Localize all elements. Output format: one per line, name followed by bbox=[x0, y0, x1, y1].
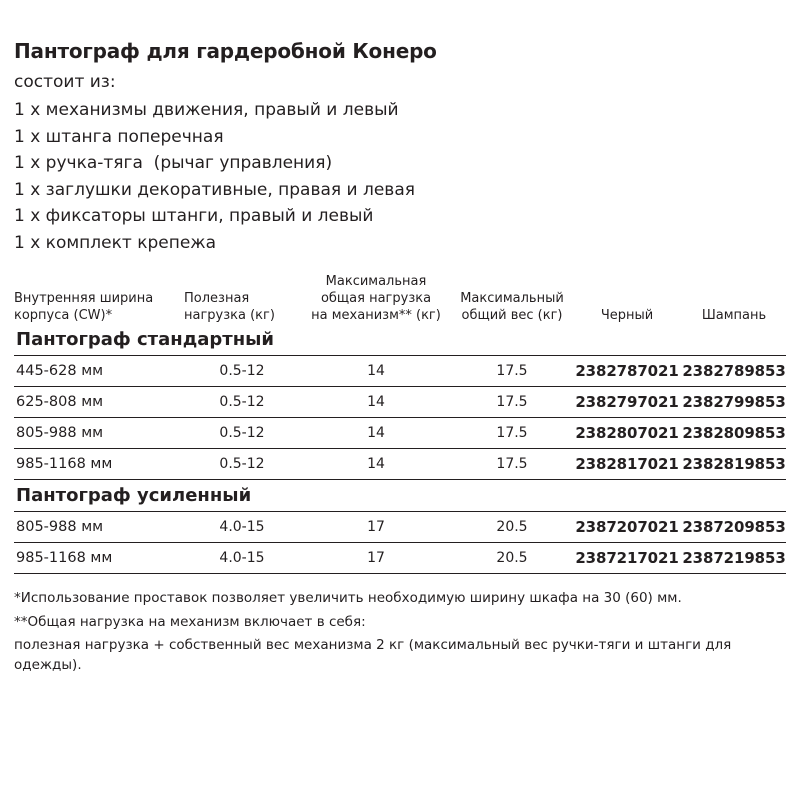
list-item: 1 х фиксаторы штанги, правый и левый bbox=[14, 206, 374, 227]
table-row bbox=[14, 543, 786, 574]
specification-table bbox=[14, 274, 786, 574]
group-label: Пантограф усиленный bbox=[14, 480, 786, 512]
table-row bbox=[14, 418, 786, 449]
list-item: 1 х комплект крепежа bbox=[14, 232, 217, 253]
list-item: 1 х ручка-тяга (рычаг управления) bbox=[14, 153, 333, 174]
cell-total-weight: 17.5 bbox=[452, 418, 572, 449]
table-row bbox=[14, 356, 786, 387]
cell-total-load: 14 bbox=[300, 356, 452, 387]
cell-code-black: 2387217021 bbox=[572, 543, 682, 574]
table-row bbox=[14, 449, 786, 480]
cell-code-black: 2382807021 bbox=[572, 418, 682, 449]
cell-code-champagne: 2382799853 bbox=[682, 387, 786, 418]
cell-total-weight: 17.5 bbox=[452, 449, 572, 480]
group-label: Пантограф стандартный bbox=[14, 324, 786, 356]
cell-total-weight: 20.5 bbox=[452, 543, 572, 574]
header-line: на механизм** (кг) bbox=[311, 307, 441, 323]
cell-useful-load: 0.5-12 bbox=[184, 418, 300, 449]
cell-inner-width: 805-988 мм bbox=[14, 418, 184, 449]
cell-total-load: 14 bbox=[300, 449, 452, 480]
header-line: общий вес (кг) bbox=[461, 307, 563, 323]
footnotes bbox=[14, 588, 786, 675]
cell-total-weight: 17.5 bbox=[452, 387, 572, 418]
header-line: Максимальный bbox=[460, 291, 564, 307]
cell-useful-load: 4.0-15 bbox=[184, 543, 300, 574]
cell-code-black: 2382787021 bbox=[572, 356, 682, 387]
table-group-header bbox=[14, 480, 786, 512]
cell-code-champagne: 2382819853 bbox=[682, 449, 786, 480]
table-header-row bbox=[14, 274, 786, 324]
cell-useful-load: 0.5-12 bbox=[184, 356, 300, 387]
cell-code-champagne: 2382809853 bbox=[682, 418, 786, 449]
footnote: **Общая нагрузка на механизм включает в себя: bbox=[14, 613, 366, 630]
cell-total-load: 14 bbox=[300, 387, 452, 418]
cell-useful-load: 4.0-15 bbox=[184, 512, 300, 543]
column-header-total-weight bbox=[452, 274, 572, 324]
cell-code-black: 2387207021 bbox=[572, 512, 682, 543]
intro-text: состоит из: bbox=[14, 72, 116, 92]
table-row bbox=[14, 512, 786, 543]
cell-code-champagne: 2382789853 bbox=[682, 356, 786, 387]
table-group-header bbox=[14, 324, 786, 356]
column-header-inner-width bbox=[14, 274, 184, 324]
components-list bbox=[14, 97, 786, 256]
header-line: Полезная bbox=[184, 291, 250, 307]
cell-total-load: 17 bbox=[300, 512, 452, 543]
list-item: 1 х заглушки декоративные, правая и левая bbox=[14, 179, 415, 200]
header-line: Внутренняя ширина bbox=[14, 291, 154, 307]
header-line: общая нагрузка bbox=[320, 291, 432, 307]
cell-total-load: 17 bbox=[300, 543, 452, 574]
column-header-champagne bbox=[682, 274, 786, 324]
header-line: корпуса (CW)* bbox=[14, 307, 113, 323]
footnote: полезная нагрузка + собственный вес механизма 2 кг (максимальный вес ручки-тяги и штанги для одежды). bbox=[14, 636, 732, 674]
cell-inner-width: 985-1168 мм bbox=[14, 449, 184, 480]
header-line: нагрузка (кг) bbox=[184, 307, 275, 323]
cell-inner-width: 805-988 мм bbox=[14, 512, 184, 543]
list-item: 1 х механизмы движения, правый и левый bbox=[14, 100, 399, 121]
cell-inner-width: 625-808 мм bbox=[14, 387, 184, 418]
column-header-total-load bbox=[300, 274, 452, 324]
header-line: Шампань bbox=[701, 307, 767, 323]
cell-useful-load: 0.5-12 bbox=[184, 449, 300, 480]
cell-code-champagne: 2387209853 bbox=[682, 512, 786, 543]
cell-total-weight: 17.5 bbox=[452, 356, 572, 387]
header-line: Черный bbox=[600, 307, 654, 323]
column-header-black bbox=[572, 274, 682, 324]
cell-inner-width: 985-1168 мм bbox=[14, 543, 184, 574]
list-item: 1 х штанга поперечная bbox=[14, 126, 224, 147]
cell-code-black: 2382817021 bbox=[572, 449, 682, 480]
page-title: Пантограф для гардеробной Конеро bbox=[14, 39, 437, 63]
cell-inner-width: 445-628 мм bbox=[14, 356, 184, 387]
cell-useful-load: 0.5-12 bbox=[184, 387, 300, 418]
cell-code-black: 2382797021 bbox=[572, 387, 682, 418]
column-header-useful-load bbox=[184, 274, 300, 324]
header-line: Максимальная bbox=[325, 274, 427, 290]
cell-total-weight: 20.5 bbox=[452, 512, 572, 543]
table-row bbox=[14, 387, 786, 418]
cell-code-champagne: 2387219853 bbox=[682, 543, 786, 574]
footnote: *Использование проставок позволяет увеличить необходимую ширину шкафа на 30 (60) мм. bbox=[14, 590, 682, 607]
cell-total-load: 14 bbox=[300, 418, 452, 449]
